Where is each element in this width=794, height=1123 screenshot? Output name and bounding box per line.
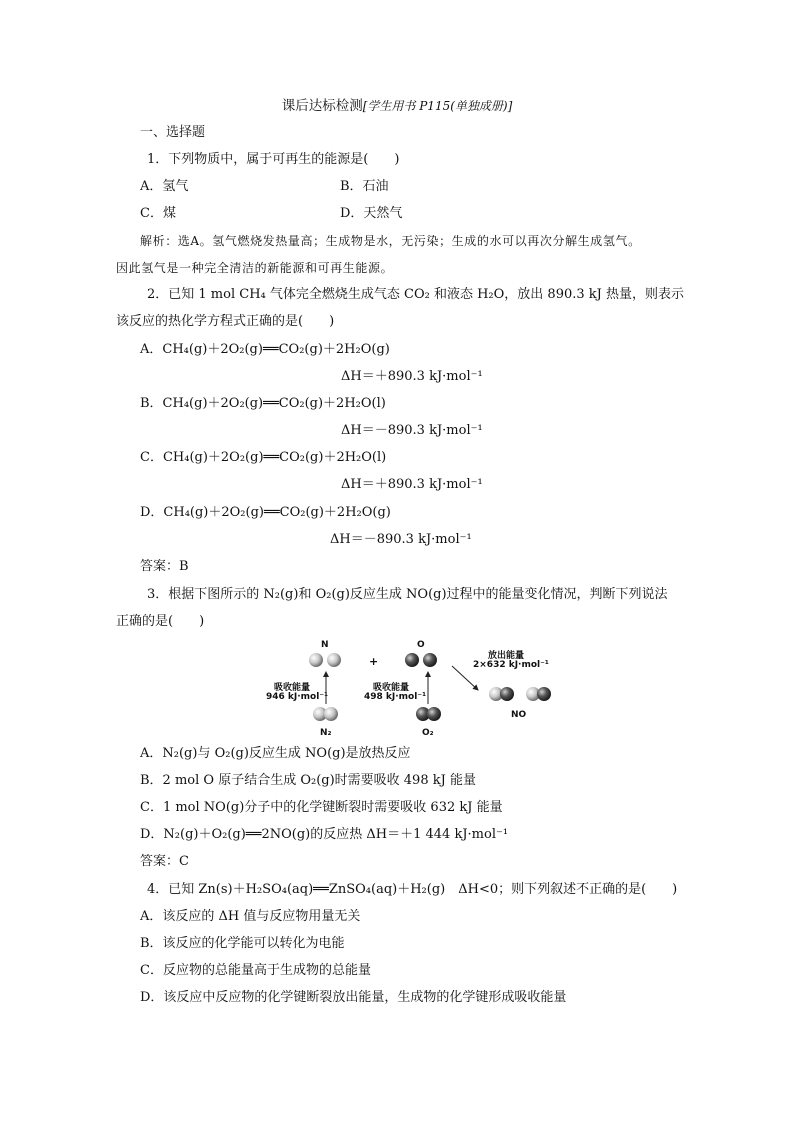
q3-option-c: C．1 mol NO(g)分子中的化学键断裂时需要吸收 632 kJ 能量 <box>140 800 503 815</box>
q4-option-d: D．该反应中反应物的化学键断裂放出能量，生成物的化学键形成吸收能量 <box>140 990 567 1005</box>
energy-diagram <box>260 636 560 748</box>
q3-option-b: B．2 mol O 原子结合生成 O₂(g)时需要吸收 498 kJ 能量 <box>140 773 476 788</box>
q4-stem: 4．已知 Zn(s)＋H₂SO₄(aq)══ZnSO₄(aq)＋H₂(g) ΔH<0；则下列叙述不正确的是( ) <box>147 882 678 897</box>
fig-label-o: O <box>417 640 425 650</box>
q1-explanation-line1: 解析：选A。氢气燃烧发热量高；生成物是水，无污染；生成的水可以再次分解生成氢气。 <box>140 234 641 248</box>
title-text: 课后达标检测 <box>281 98 363 114</box>
q2-option-c-enthalpy: ΔH＝＋890.3 kJ·mol⁻¹ <box>341 477 483 492</box>
q2-option-d-enthalpy: ΔH＝－890.3 kJ·mol⁻¹ <box>330 532 472 547</box>
q4-option-c: C．反应物的总能量高于生成物的总能量 <box>140 963 371 978</box>
q1-stem: 1．下列物质中，属于可再生的能源是( ) <box>147 152 400 167</box>
page-title <box>0 97 794 115</box>
o-atom-1 <box>405 653 419 667</box>
section-heading: 一、选择题 <box>140 125 206 140</box>
q1-option-d: D．天然气 <box>340 206 403 221</box>
n2-atom-2 <box>324 707 338 721</box>
q2-option-d: D．CH₄(g)＋2O₂(g)══CO₂(g)＋2H₂O(g) <box>140 505 391 520</box>
q2-option-b: B．CH₄(g)＋2O₂(g)══CO₂(g)＋2H₂O(l) <box>140 396 386 411</box>
fig-absorb1: 吸收能量 <box>274 683 311 693</box>
fig-label-n2: N₂ <box>320 728 332 738</box>
q2-stem-line2: 该反应的热化学方程式正确的是( ) <box>116 314 335 329</box>
q3-answer: 答案：C <box>140 854 189 869</box>
q1-option-b: B．石油 <box>340 179 389 194</box>
fig-label-plus: + <box>369 655 379 668</box>
n-atom-1 <box>309 653 323 667</box>
fig-absorb2: 吸收能量 <box>373 683 410 693</box>
q2-option-a-enthalpy: ΔH＝＋890.3 kJ·mol⁻¹ <box>341 369 483 384</box>
q4-option-a: A．该反应的 ΔH 值与反应物用量无关 <box>140 909 361 924</box>
q1-option-a: A．氢气 <box>140 179 189 194</box>
no1-o-atom <box>500 687 514 701</box>
fig-release-value: 2×632 kJ·mol⁻¹ <box>473 660 549 670</box>
no2-o-atom <box>537 687 551 701</box>
q2-option-a: A．CH₄(g)＋2O₂(g)══CO₂(g)＋2H₂O(g) <box>140 342 390 357</box>
title-source: [学生用书 P115(单独成册)] <box>362 99 513 113</box>
fig-absorb1-value: 946 kJ·mol⁻¹ <box>266 692 329 702</box>
fig-label-o2: O₂ <box>422 728 434 738</box>
q2-answer: 答案：B <box>140 559 189 574</box>
q3-option-a: A．N₂(g)与 O₂(g)反应生成 NO(g)是放热反应 <box>140 746 411 761</box>
n-atom-2 <box>327 653 341 667</box>
fig-label-n: N <box>321 640 329 650</box>
fig-release: 放出能量 <box>488 651 525 661</box>
q1-option-c: C．煤 <box>140 206 176 221</box>
fig-label-no: NO <box>511 710 527 720</box>
q2-stem-line1: 2．已知 1 mol CH₄ 气体完全燃烧生成气态 CO₂ 和液态 H₂O，放出 890.3 kJ 热量，则表示 <box>147 287 684 302</box>
q2-option-c: C．CH₄(g)＋2O₂(g)══CO₂(g)＋2H₂O(l) <box>140 450 387 465</box>
q4-option-b: B．该反应的化学能可以转化为电能 <box>140 936 345 951</box>
q3-stem-line2: 正确的是( ) <box>116 614 205 629</box>
q1-explanation-line2: 因此氢气是一种完全清洁的新能源和可再生能源。 <box>116 261 394 275</box>
o2-atom-2 <box>427 707 441 721</box>
q3-option-d: D．N₂(g)＋O₂(g)══2NO(g)的反应热 ΔH＝＋1 444 kJ·mol⁻¹ <box>140 827 509 842</box>
fig-absorb2-value: 498 kJ·mol⁻¹ <box>364 692 427 702</box>
q3-stem-line1: 3．根据下图所示的 N₂(g)和 O₂(g)反应生成 NO(g)过程中的能量变化情况，判断下列说法 <box>147 587 668 602</box>
q2-option-b-enthalpy: ΔH＝－890.3 kJ·mol⁻¹ <box>341 423 483 438</box>
o-atom-2 <box>423 653 437 667</box>
